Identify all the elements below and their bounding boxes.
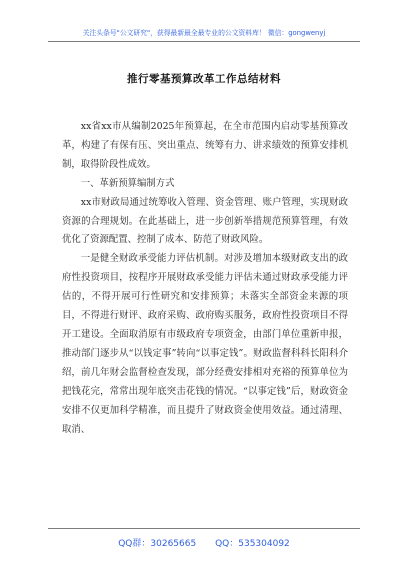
document-title: 推行零基预算改革工作总结材料 (127, 73, 281, 85)
body-paragraph: xx市财政局通过统筹收入管理、资金管理、账户管理，实现财政资源的合理规划。在此基础上，进一步创新举措规范预算管理，有效优化了资源配置、控制了成本、防范了财政风险。 (62, 196, 348, 246)
header-divider (48, 41, 360, 42)
intro-paragraph: xx省xx市从编制2025年预算起，在全市范围内启动零基预算改革，构建了有保有压、突出重点、统筹有力、讲求绩效的预算安排机制，取得阶段性成效。 (62, 121, 348, 170)
header-banner: 关注头条号"公文研究"，获得最新最全最专业的公文资料库！ 微信：gongwenyj (82, 29, 326, 37)
document-body (62, 118, 348, 439)
footer-divider (48, 528, 360, 529)
body-paragraph: 一是健全财政承受能力评估机制。对涉及增加本级财政支出的政府性投资项目，按程序开展财政承受能力评估未通过财政承受能力评估的，不得开展可行性研究和安排预算；未落实全部资金来源的项目，不得进行财评、政府采购、政府购买服务，政府性投资项目不得开工建设。全面取消原有市级政府专项资金，由部门单位重新申报，推动部门逐步从“以钱定事”转向“以事定钱”。财政监督科科长阳科介绍，前几年财会监督检查发现，部分经费安排相对充裕的预算单位为把钱花完，常常出现年底突击花钱的情况。“以事定钱”后，财政资金安排不仅更加科学精准，而且提升了财政资金使用效益。通过清理、取消、 (62, 253, 348, 435)
footer-qq: QQ：535304092 (215, 539, 290, 549)
footer (0, 536, 408, 549)
section-heading: 一、革新预算编制方式 (80, 177, 175, 189)
footer-qq-group: QQ群：30265665 (118, 539, 197, 549)
